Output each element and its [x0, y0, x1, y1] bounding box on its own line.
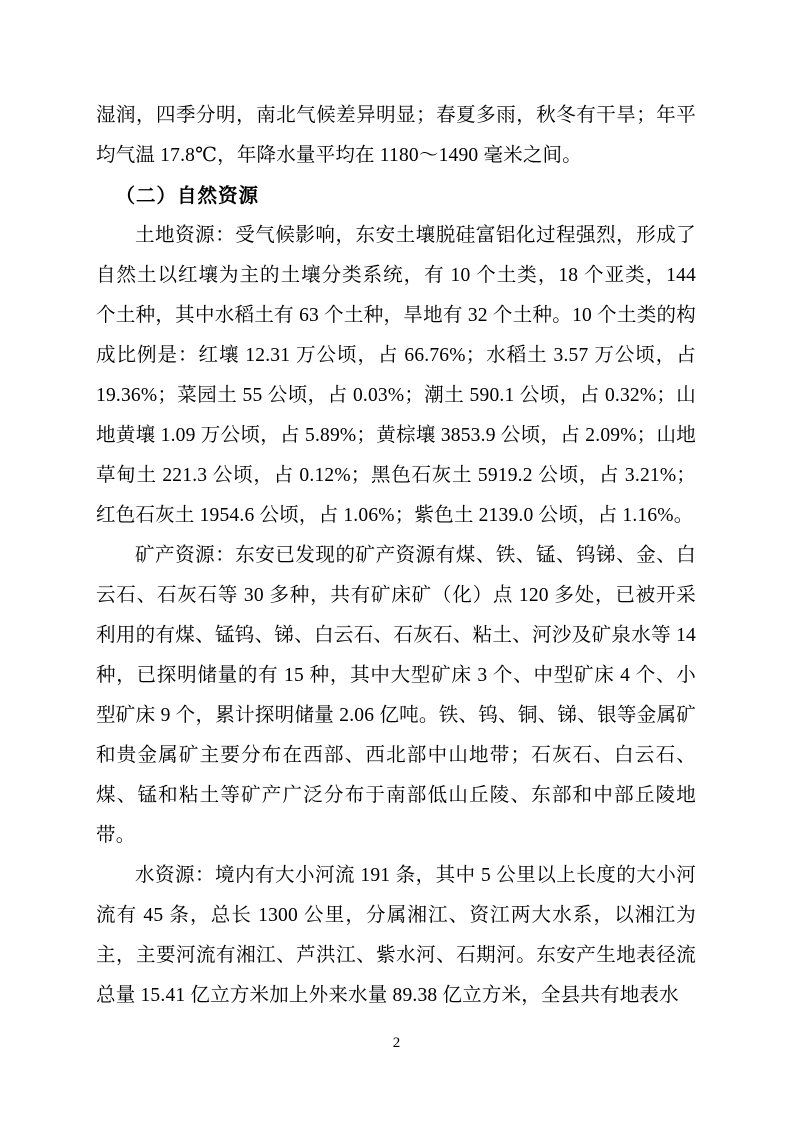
page-number: 2	[392, 1035, 401, 1051]
paragraph-climate-continued: 湿润，四季分明，南北气候差异明显；春夏多雨，秋冬有干旱；年平均气温 17.8℃，年降水量平均在 1180～1490 毫米之间。	[96, 105, 696, 166]
paragraph-land-resources: 土地资源：受气候影响，东安土壤脱硅富铝化过程强烈，形成了自然土以红壤为主的土壤分类系统，有 10 个土类，18 个亚类，144 个土种，其中水稻土有 63 个土种，旱地有 32 个土种。10 个土类的构成比例是：红壤 12.31 万公顷，占 66.76%；水稻土 3.57 万公顷，占 19.36%；菜园土 55 公顷，占 0.03%；潮土 590.1 公顷，占 0.32%；山地黄壤 1.09 万公顷，占 5.89%；黄棕壤 3853.9 公顷，占 2.09%；山地草甸土 221.3 公顷，占 0.12%；黑色石灰土 5919.2 公顷，占 3.21%；红色石灰土 1954.6 公顷，占 1.06%；紫色土 2139.0 公顷，占 1.16%。	[96, 225, 696, 526]
paragraph-mineral-resources: 矿产资源：东安已发现的矿产资源有煤、铁、锰、钨锑、金、白云石、石灰石等 30 多种，共有矿床矿（化）点 120 多处，已被开采利用的有煤、锰钨、锑、白云石、石灰石、粘土、河沙及矿泉水等 14 种，已探明储量的有 15 种，其中大型矿床 3 个、中型矿床 4 个、小型矿床 9 个，累计探明储量 2.06 亿吨。铁、钨、铜、锑、银等金属矿和贵金属矿主要分布在西部、西北部中山地带；石灰石、白云石、煤、锰和粘土等矿产广泛分布于南部低山丘陵、东部和中部丘陵地带。	[96, 545, 696, 846]
section-heading-natural-resources: （二）自然资源	[115, 185, 260, 207]
paragraph-water-resources: 水资源：境内有大小河流 191 条，其中 5 公里以上长度的大小河流有 45 条，总长 1300 公里，分属湘江、资江两大水系，以湘江为主，主要河流有湘江、芦洪江、紫水河、石期河。东安产生地表径流总量 15.41 亿立方米加上外来水量 89.38 亿立方米，全县共有地表水	[96, 865, 696, 1006]
page-body	[96, 96, 696, 1016]
